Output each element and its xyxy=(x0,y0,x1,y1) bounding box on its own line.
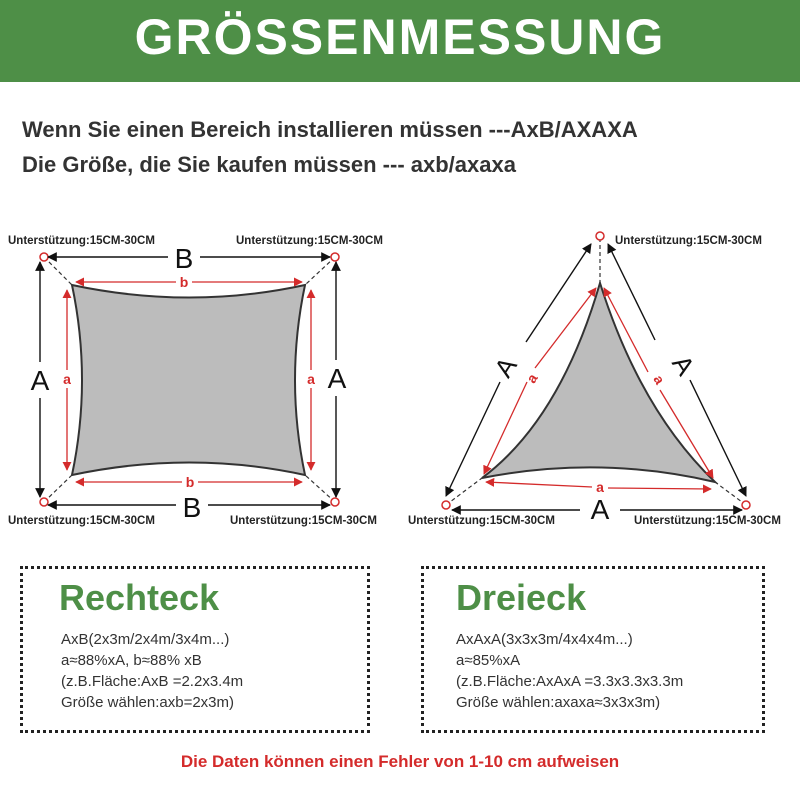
support-label-top-right: Unterstützung:15CM-30CM xyxy=(236,235,383,247)
triangle-diagram xyxy=(400,220,800,530)
outer-label-left: A xyxy=(488,351,523,383)
support-label-bottom-right: Unterstützung:15CM-30CM xyxy=(634,515,781,527)
intro-line-area: Wenn Sie einen Bereich installieren müssen ---AxB/AXAXA xyxy=(22,117,638,142)
rechteck-info-box xyxy=(20,566,370,733)
dreieck-line: (z.B.Fläche:AxAxA =3.3x3.3x3.3m xyxy=(456,673,684,690)
support-label-top: Unterstützung:15CM-30CM xyxy=(615,235,762,247)
dreieck-line: Größe wählen:axaxa≈3x3x3m) xyxy=(456,694,661,711)
header-banner xyxy=(0,0,800,82)
support-label-bottom-left: Unterstützung:15CM-30CM xyxy=(8,515,155,527)
outer-label-bottom: B xyxy=(182,492,202,523)
outer-label-right: A xyxy=(327,363,347,394)
outer-label-bottom: A xyxy=(590,494,610,525)
rechteck-line: Größe wählen:axb=2x3m) xyxy=(61,694,234,711)
inner-label-bottom: b xyxy=(185,474,195,490)
outer-label-right: A xyxy=(666,349,701,381)
dreieck-line: a≈85%xA xyxy=(456,652,521,669)
rechteck-line: (z.B.Fläche:AxB =2.2x3.4m xyxy=(61,673,244,690)
triangle-sail xyxy=(482,283,715,482)
rechteck-line: AxB(2x3m/2x4m/3x4m...) xyxy=(61,631,230,648)
page-title: GRÖSSENMESSUNG xyxy=(134,9,666,65)
support-label-bottom-left: Unterstützung:15CM-30CM xyxy=(408,515,555,527)
dreieck-info-box xyxy=(421,566,765,733)
outer-label-left: A xyxy=(30,365,50,396)
intro-line-purchase: Die Größe, die Sie kaufen müssen --- axb/axaxa xyxy=(22,152,516,177)
rechteck-title: Rechteck xyxy=(59,577,220,618)
inner-label-left: a xyxy=(522,370,541,386)
rectangle-sail xyxy=(72,285,305,475)
inner-label-right: a xyxy=(307,371,315,387)
inner-label-bottom: a xyxy=(596,479,604,495)
inner-label-right: a xyxy=(650,372,669,387)
rechteck-line: a≈88%xA, b≈88% xB xyxy=(61,652,202,669)
support-label-top-left: Unterstützung:15CM-30CM xyxy=(8,235,155,247)
support-label-bottom-right: Unterstützung:15CM-30CM xyxy=(230,515,377,527)
dreieck-line: AxAxA(3x3x3m/4x4x4m...) xyxy=(456,631,633,648)
inner-label-left: a xyxy=(63,371,71,387)
inner-label-top: b xyxy=(179,274,189,290)
rectangle-diagram xyxy=(0,220,400,530)
dreieck-title: Dreieck xyxy=(456,577,587,618)
outer-label-top: B xyxy=(174,243,194,274)
footer-note: Die Daten können einen Fehler von 1-10 cm aufweisen xyxy=(180,752,620,771)
